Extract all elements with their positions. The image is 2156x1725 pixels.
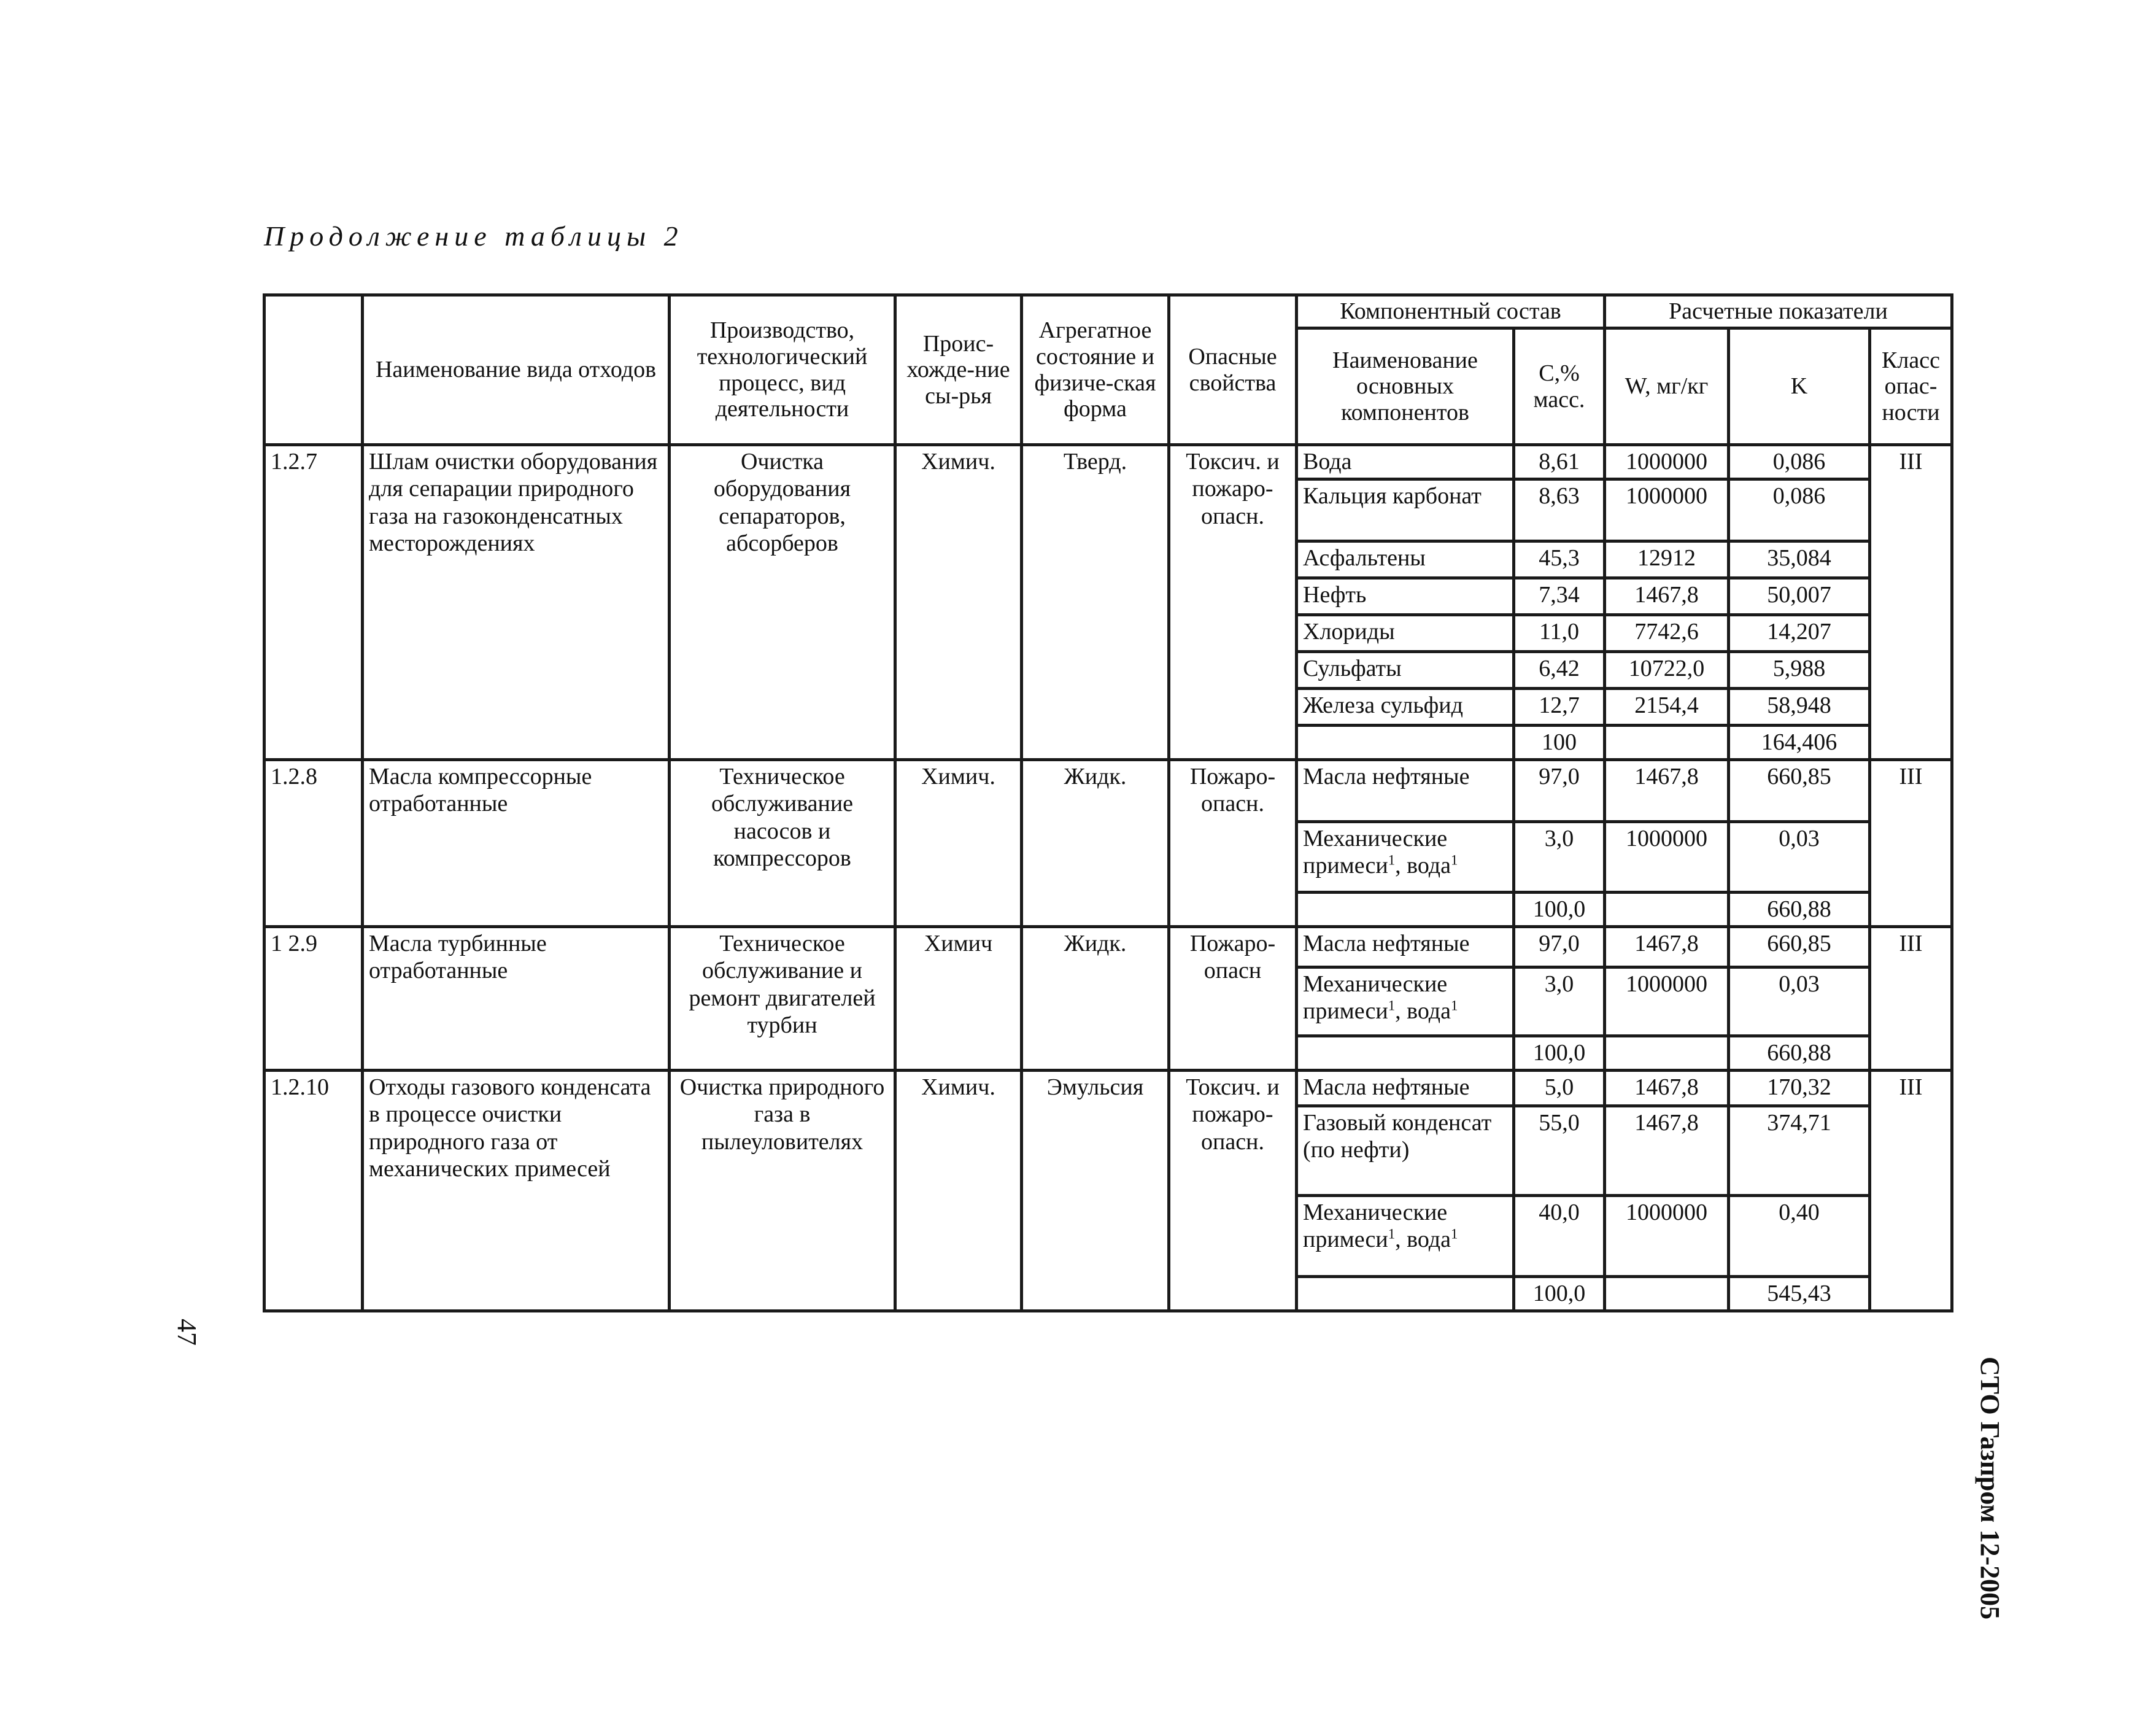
component-name-text: Железа сульфид <box>1303 692 1463 718</box>
hazard-class: III <box>1870 760 1952 927</box>
component-concentration: 97,0 <box>1514 760 1605 822</box>
process-description: Очистка оборудования сепараторов, абсорберов <box>670 445 895 760</box>
waste-table <box>263 293 1953 1312</box>
component-name-tail: , вода <box>1395 998 1451 1025</box>
total-concentration: 100,0 <box>1514 1277 1605 1311</box>
component-name <box>1297 967 1514 1036</box>
hazard-class: III <box>1870 445 1952 760</box>
component-name-tail: , вода <box>1395 1227 1451 1253</box>
component-k: 0,086 <box>1729 445 1870 479</box>
component-concentration: 11,0 <box>1514 615 1605 652</box>
aggregate-state: Эмульсия <box>1022 1071 1169 1311</box>
header-waste-name: Наименование вида отходов <box>363 295 670 445</box>
component-concentration: 45,3 <box>1514 541 1605 578</box>
component-concentration: 7,34 <box>1514 578 1605 615</box>
header-concentration: С,% масс. <box>1514 328 1605 445</box>
component-k: 14,207 <box>1729 615 1870 652</box>
component-name-text: Механические примеси <box>1303 1200 1448 1253</box>
table-row <box>265 760 1952 822</box>
total-w-empty <box>1605 1036 1729 1071</box>
component-w: 1467,8 <box>1605 1071 1729 1106</box>
footnote-mark: 1 <box>1450 1226 1458 1242</box>
component-name <box>1297 1106 1514 1196</box>
component-k: 660,85 <box>1729 760 1870 822</box>
total-k: 660,88 <box>1729 893 1870 927</box>
component-w: 1467,8 <box>1605 760 1729 822</box>
total-w-empty <box>1605 1277 1729 1311</box>
component-name <box>1297 760 1514 822</box>
total-k: 660,88 <box>1729 1036 1870 1071</box>
header-component-name: Наименование основных компонентов <box>1297 328 1514 445</box>
component-name-text: Асфальтены <box>1303 545 1426 571</box>
raw-material-origin: Химич. <box>895 1071 1022 1311</box>
component-name <box>1297 1196 1514 1277</box>
total-concentration: 100,0 <box>1514 893 1605 927</box>
waste-name: Отходы газового конденсата в процессе очистки природного газа от механических примесей <box>363 1071 670 1311</box>
hazard-class: III <box>1870 927 1952 1071</box>
hazard-class: III <box>1870 1071 1952 1311</box>
table-row <box>265 1071 1952 1106</box>
component-k: 35,084 <box>1729 541 1870 578</box>
component-w: 1467,8 <box>1605 578 1729 615</box>
component-k: 58,948 <box>1729 689 1870 726</box>
component-name-text: Вода <box>1303 449 1352 475</box>
component-w: 1467,8 <box>1605 1106 1729 1196</box>
component-w: 1000000 <box>1605 479 1729 541</box>
component-w: 1000000 <box>1605 1196 1729 1277</box>
process-description: Техническое обслуживание насосов и компрессоров <box>670 760 895 927</box>
component-k: 0,03 <box>1729 822 1870 893</box>
raw-material-origin: Химич <box>895 927 1022 1071</box>
header-hazard-class: Класс опас-ности <box>1870 328 1952 445</box>
component-k: 0,03 <box>1729 967 1870 1036</box>
component-concentration: 40,0 <box>1514 1196 1605 1277</box>
component-w: 1000000 <box>1605 445 1729 479</box>
raw-material-origin: Химич. <box>895 445 1022 760</box>
hazard-properties: Токсич. и пожаро-опасн. <box>1169 1071 1297 1311</box>
component-concentration: 12,7 <box>1514 689 1605 726</box>
component-name-text: Хлориды <box>1303 619 1395 645</box>
component-w: 12912 <box>1605 541 1729 578</box>
total-w-empty <box>1605 893 1729 927</box>
aggregate-state: Жидк. <box>1022 927 1169 1071</box>
document-code: СТО Газпром 12-2005 <box>1975 1357 2005 1620</box>
component-w: 1467,8 <box>1605 927 1729 967</box>
component-concentration: 6,42 <box>1514 652 1605 689</box>
aggregate-state: Тверд. <box>1022 445 1169 760</box>
header-w: W, мг/кг <box>1605 328 1729 445</box>
component-name <box>1297 578 1514 615</box>
total-concentration: 100,0 <box>1514 1036 1605 1071</box>
header-calc-group: Расчетные показатели <box>1605 295 1952 328</box>
total-concentration: 100 <box>1514 726 1605 760</box>
component-name-text: Масла нефтяные <box>1303 764 1470 789</box>
total-k: 545,43 <box>1729 1277 1870 1311</box>
total-w-empty <box>1605 726 1729 760</box>
component-name-text: Газовый конденсат (по нефти) <box>1303 1110 1492 1163</box>
component-w: 1000000 <box>1605 822 1729 893</box>
component-name <box>1297 689 1514 726</box>
footnote-mark: 1 <box>1388 1226 1396 1242</box>
total-label-empty <box>1297 726 1514 760</box>
raw-material-origin: Химич. <box>895 760 1022 927</box>
component-name <box>1297 445 1514 479</box>
component-name <box>1297 541 1514 578</box>
component-k: 170,32 <box>1729 1071 1870 1106</box>
component-name-text: Кальция карбонат <box>1303 483 1482 509</box>
component-concentration: 8,63 <box>1514 479 1605 541</box>
component-concentration: 97,0 <box>1514 927 1605 967</box>
component-k: 374,71 <box>1729 1106 1870 1196</box>
footnote-mark: 1 <box>1450 998 1458 1014</box>
header-k: K <box>1729 328 1870 445</box>
component-concentration: 8,61 <box>1514 445 1605 479</box>
row-code: 1.2.7 <box>265 445 363 760</box>
component-concentration: 5,0 <box>1514 1071 1605 1106</box>
aggregate-state: Жидк. <box>1022 760 1169 927</box>
hazard-properties: Пожаро-опасн <box>1169 927 1297 1071</box>
footnote-mark: 1 <box>1450 852 1458 868</box>
component-w: 10722,0 <box>1605 652 1729 689</box>
component-name <box>1297 652 1514 689</box>
header-code <box>265 295 363 445</box>
header-process: Производство, технологический процесс, вид деятельности <box>670 295 895 445</box>
component-name-tail: , вода <box>1395 853 1451 879</box>
component-k: 50,007 <box>1729 578 1870 615</box>
footnote-mark: 1 <box>1388 998 1396 1014</box>
process-description: Очистка природного газа в пылеуловителях <box>670 1071 895 1311</box>
waste-name: Масла компрессорные отработанные <box>363 760 670 927</box>
component-name <box>1297 822 1514 893</box>
component-name <box>1297 1071 1514 1106</box>
component-name <box>1297 615 1514 652</box>
component-name-text: Механические примеси <box>1303 826 1448 879</box>
process-description: Техническое обслуживание и ремонт двигателей турбин <box>670 927 895 1071</box>
component-concentration: 3,0 <box>1514 822 1605 893</box>
component-name-text: Сульфаты <box>1303 656 1402 681</box>
waste-name: Шлам очистки оборудования для сепарации природного газа на газоконденсатных месторождениях <box>363 445 670 760</box>
row-code: 1.2.8 <box>265 760 363 927</box>
component-w: 2154,4 <box>1605 689 1729 726</box>
table-caption: Продолжение таблицы 2 <box>264 220 684 252</box>
component-k: 5,988 <box>1729 652 1870 689</box>
footnote-mark: 1 <box>1388 852 1396 868</box>
component-k: 660,85 <box>1729 927 1870 967</box>
table-row <box>265 445 1952 479</box>
header-hazard: Опасные свойства <box>1169 295 1297 445</box>
row-code: 1.2.10 <box>265 1071 363 1311</box>
component-name-text: Масла нефтяные <box>1303 931 1470 956</box>
page-number: 47 <box>172 1319 202 1346</box>
hazard-properties: Токсич. и пожаро-опасн. <box>1169 445 1297 760</box>
total-label-empty <box>1297 893 1514 927</box>
component-concentration: 55,0 <box>1514 1106 1605 1196</box>
component-concentration: 3,0 <box>1514 967 1605 1036</box>
waste-name: Масла турбинные отработанные <box>363 927 670 1071</box>
component-k: 0,40 <box>1729 1196 1870 1277</box>
header-origin: Проис-хожде-ние сы-рья <box>895 295 1022 445</box>
row-code: 1 2.9 <box>265 927 363 1071</box>
component-w: 7742,6 <box>1605 615 1729 652</box>
total-k: 164,406 <box>1729 726 1870 760</box>
component-name <box>1297 927 1514 967</box>
table-row <box>265 927 1952 967</box>
total-label-empty <box>1297 1036 1514 1071</box>
total-label-empty <box>1297 1277 1514 1311</box>
component-name-text: Механические примеси <box>1303 971 1448 1025</box>
hazard-properties: Пожаро-опасн. <box>1169 760 1297 927</box>
component-name-text: Масла нефтяные <box>1303 1074 1470 1100</box>
component-name-text: Нефть <box>1303 582 1367 608</box>
header-component-group: Компонентный состав <box>1297 295 1605 328</box>
header-state: Агрегатное состояние и физиче-ская форма <box>1022 295 1169 445</box>
component-name <box>1297 479 1514 541</box>
component-k: 0,086 <box>1729 479 1870 541</box>
component-w: 1000000 <box>1605 967 1729 1036</box>
